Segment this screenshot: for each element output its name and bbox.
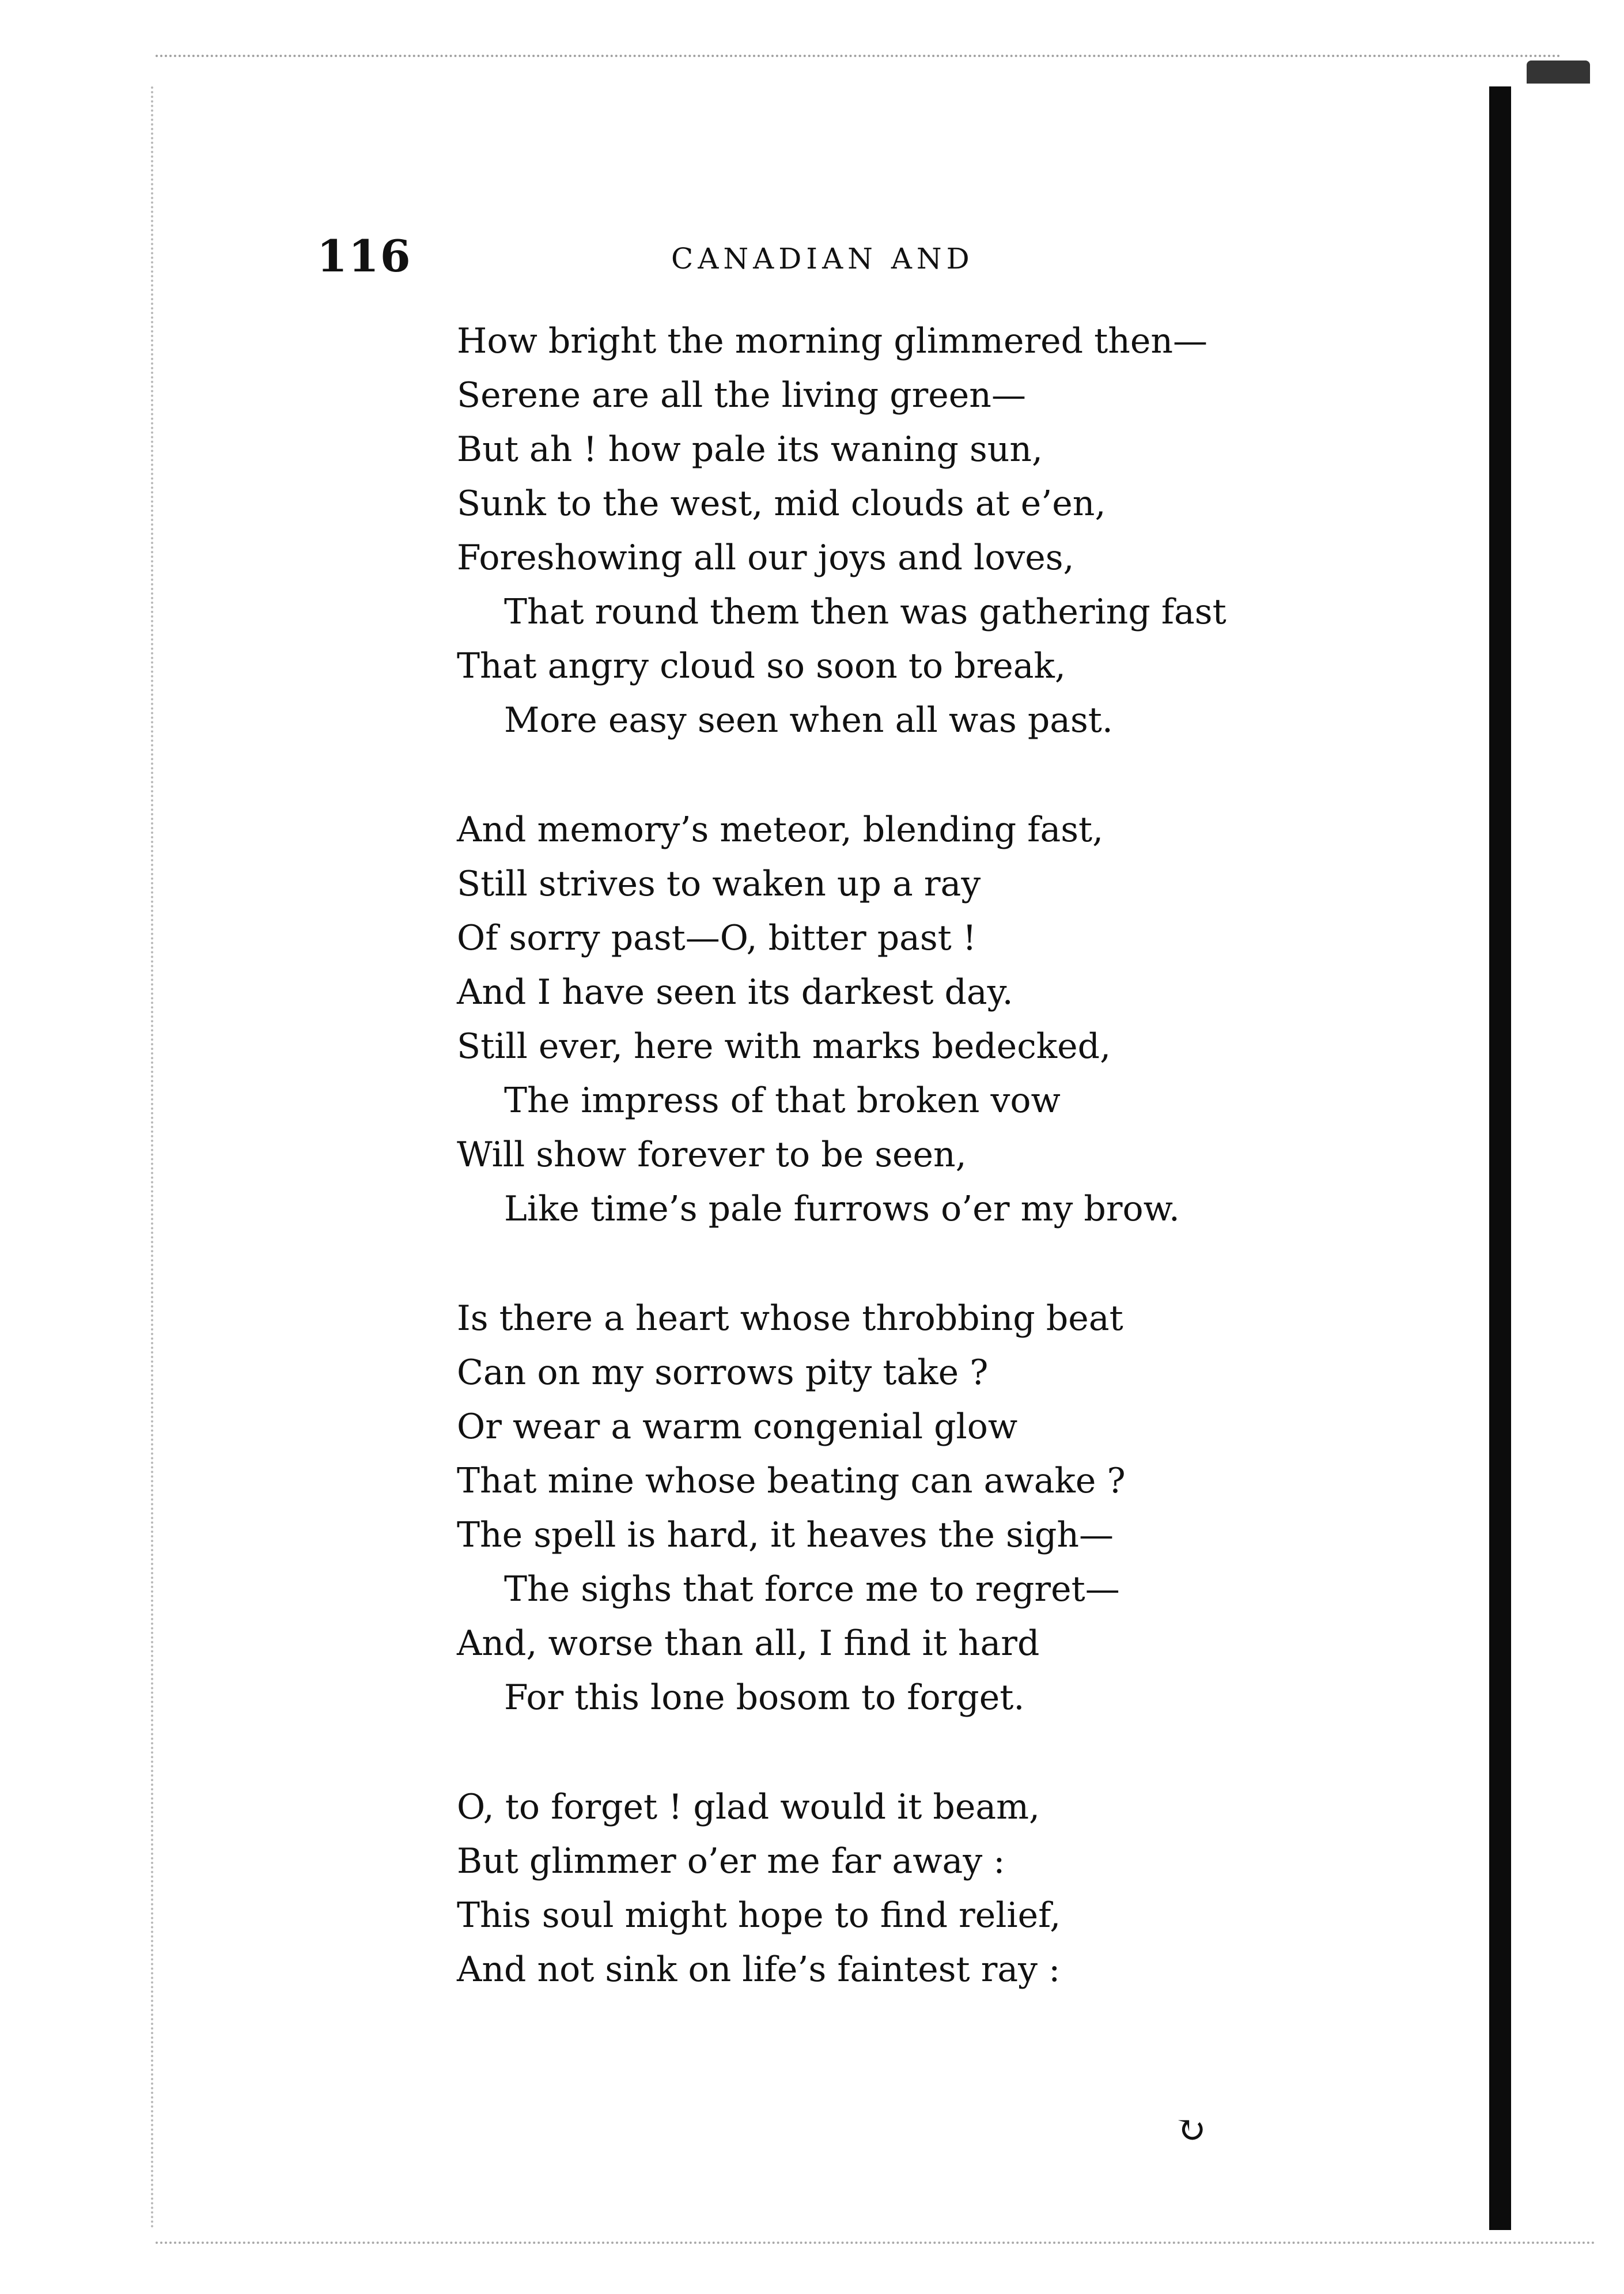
- poem-line: Will show forever to be seen,: [457, 1135, 967, 1175]
- printer-ornament: ↻: [1175, 2109, 1206, 2152]
- poem-line: Sunk to the west, mid clouds at e’en,: [457, 483, 1106, 524]
- poem-line: And memory’s meteor, blending fast,: [457, 810, 1104, 850]
- poem-line: And I have seen its darkest day.: [457, 972, 1013, 1012]
- poem-line: And, worse than all, I find it hard: [457, 1623, 1040, 1664]
- poem-line: Can on my sorrows pity take ?: [457, 1352, 989, 1393]
- stanza: [457, 1780, 1436, 1997]
- poem-line: That mine whose beating can awake ?: [457, 1461, 1126, 1501]
- poem-line: But ah ! how pale its waning sun,: [457, 429, 1043, 470]
- poem-line: How bright the morning glimmered then—: [457, 321, 1208, 361]
- binding-shadow-top: [1527, 61, 1590, 84]
- page-number: 116: [317, 230, 412, 282]
- poem-line: Still ever, here with marks bedecked,: [457, 1026, 1111, 1067]
- page-edge-top: [156, 55, 1561, 59]
- binding-shadow: [1489, 86, 1511, 2230]
- stanza: [457, 803, 1436, 1236]
- poem-line: More easy seen when all was past.: [504, 700, 1113, 740]
- poem-line: Still strives to waken up a ray: [457, 864, 981, 904]
- poem-line: The sighs that force me to regret—: [504, 1569, 1120, 1609]
- poem-line: Serene are all the living green—: [457, 375, 1026, 415]
- page-edge-bottom: [156, 2242, 1596, 2246]
- running-head: CANADIAN AND: [671, 242, 974, 275]
- poem-line: For this lone bosom to forget.: [504, 1677, 1025, 1718]
- poem-line: Is there a heart whose throbbing beat: [457, 1298, 1123, 1339]
- poem-line: And not sink on life’s faintest ray :: [457, 1949, 1061, 1990]
- poem-line: Like time’s pale furrows o’er my brow.: [504, 1189, 1180, 1229]
- poem-line: Or wear a warm congenial glow: [457, 1407, 1018, 1447]
- poem-line: That round them then was gathering fast: [504, 592, 1226, 632]
- stanza: [457, 314, 1436, 747]
- poem-line: The spell is hard, it heaves the sigh—: [457, 1515, 1114, 1555]
- poem-line: This soul might hope to find relief,: [457, 1895, 1061, 1936]
- poem-line: But glimmer o’er me far away :: [457, 1841, 1005, 1881]
- poem-line: O, to forget ! glad would it beam,: [457, 1787, 1040, 1827]
- poem-body: [457, 314, 1436, 2052]
- page-edge-left: [151, 86, 156, 2230]
- poem-line: Foreshowing all our joys and loves,: [457, 538, 1074, 578]
- page-header: [317, 230, 1296, 288]
- stanza: [457, 1291, 1436, 1725]
- poem-line: The impress of that broken vow: [504, 1080, 1061, 1121]
- poem-line: That angry cloud so soon to break,: [457, 646, 1066, 686]
- poem-line: Of sorry past—O, bitter past !: [457, 918, 976, 958]
